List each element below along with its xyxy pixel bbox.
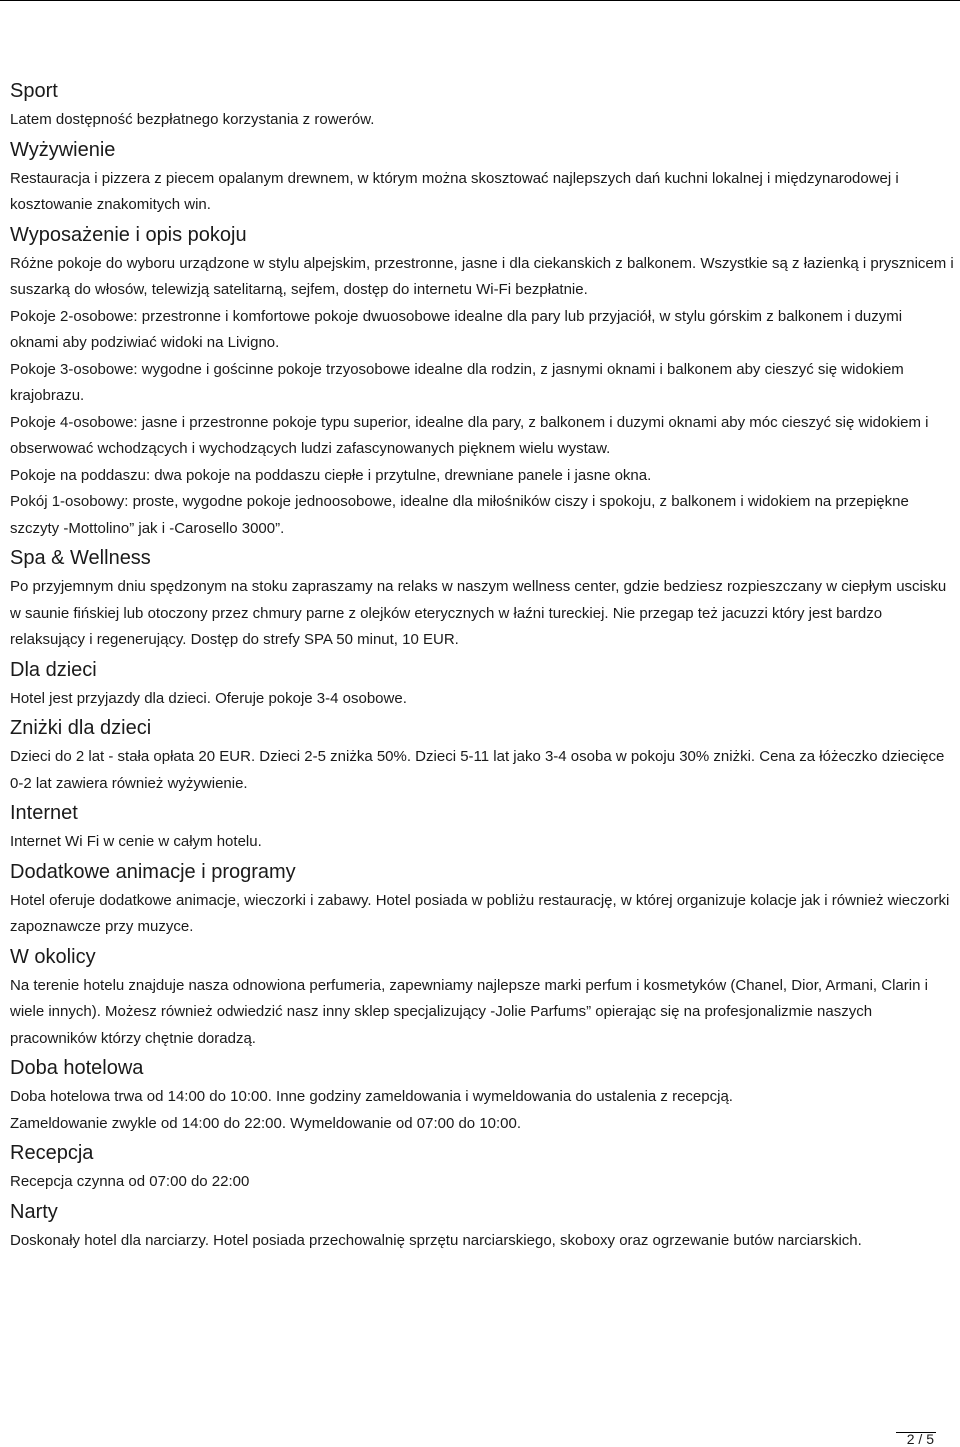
section-animacje: [10, 859, 954, 941]
section-paragraph: Pokoje na poddaszu: dwa pokoje na poddaszu ciepłe i przytulne, drewniane panele i jasne okna.: [10, 466, 652, 484]
section-paragraph: Restauracja i pizzera z piecem opalanym drewnem, w którym można skosztować najlepszych dań kuchni lokalnej i międzynarodowej i kosztowanie znakomitych win.: [10, 169, 899, 213]
section-heading: Sport: [10, 80, 58, 102]
section-paragraph: Latem dostępność bezpłatnego korzystania z rowerów.: [10, 111, 375, 128]
section-paragraph: Pokój 1-osobowy: proste, wygodne pokoje jednoosobowe, idealne dla miłośników ciszy i spokoju, z balkonem i widokiem na przepiękne szczyty -Mottolino” jak i -Carosello 3000”.: [10, 493, 909, 537]
section-heading: W okolicy: [10, 945, 96, 968]
section-heading: Internet: [10, 802, 78, 824]
section-paragraph: Hotel oferuje dodatkowe animacje, wieczorki i zabawy. Hotel posiada w pobliżu restaurację, w której organizuje kolacje jak i również wieczorki zapoznawcze przy muzyce.: [10, 891, 950, 935]
section-w-okolicy: [10, 944, 954, 1053]
section-dla-dzieci: [10, 657, 954, 713]
section-paragraph: Po przyjemnym dniu spędzonym na stoku zapraszamy na relaks w naszym wellness center, gdzie bedziesz rozpieszczany w ciepłym uscisku w saunie fińskiej lub otoczony przez chmury parne z olejków eterycznych w łaźni tureckiej. Nie przegap też jacuzzi który jest bardzo relaksujący i regenerujący. Dostęp do strefy SPA 50 minut, 10 EUR.: [10, 578, 947, 648]
section-heading: Wyżywienie: [10, 138, 116, 161]
section-paragraph: Pokoje 2-osobowe: przestronne i komfortowe pokoje dwuosobowe idealne dla pary lub przyjaciół, w stylu górskim z balkonem i duzymi oknami aby podziwiać widoki na Livigno.: [10, 307, 903, 351]
section-doba-hotelowa: [10, 1055, 954, 1137]
section-recepcja: [10, 1140, 954, 1196]
section-paragraph: Na terenie hotelu znajduje nasza odnowiona perfumeria, zapewniamy najlepsze marki perfum i kosmetyków (Chanel, Dior, Armani, Clarin i wiele innych). Możesz również odwiedzić nasz inny sklep specjalizujący -Jolie Parfums” opierając się na profesjonalizmie naszych pracowników którzy chętnie doradzą.: [10, 976, 928, 1047]
section-heading: Doba hotelowa: [10, 1057, 144, 1079]
top-rule: [0, 0, 960, 1]
section-heading: Recepcja: [10, 1142, 94, 1164]
section-heading: Dodatkowe animacje i programy: [10, 860, 296, 883]
section-paragraph: Doskonały hotel dla narciarzy. Hotel posiada przechowalnię sprzętu narciarskiego, skoboxy oraz ogrzewanie butów narciarskich.: [10, 1231, 862, 1249]
section-wyzywienie: [10, 137, 954, 219]
section-narty: [10, 1199, 954, 1255]
page-number: 2 / 5: [906, 1431, 934, 1447]
page-footer: [0, 1432, 960, 1447]
section-spa-wellness: [10, 545, 954, 654]
section-heading: Wyposażenie i opis pokoju: [10, 223, 247, 246]
section-paragraph: Pokoje 4-osobowe: jasne i przestronne pokoje typu superior, idealne dla pary, z balkonem i duzymi oknami aby móc cieszyć się widokiem i obserwować wchodzących i wychodzących ludzi zafascynowanych pięknem wielu wystaw.: [10, 413, 929, 457]
section-heading: Narty: [10, 1200, 58, 1223]
section-paragraph: Doba hotelowa trwa od 14:00 do 10:00. Inne godziny zameldowania i wymeldowania do ustalenia z recepcją.: [10, 1088, 733, 1105]
section-paragraph: Hotel jest przyjazdy dla dzieci. Oferuje pokoje 3-4 osobowe.: [10, 689, 407, 707]
section-heading: Spa & Wellness: [10, 547, 151, 569]
section-wyposazenie: [10, 222, 954, 543]
section-paragraph: Dzieci do 2 lat - stała opłata 20 EUR. Dzieci 2-5 zniżka 50%. Dzieci 5-11 lat jako 3-4 osoba w pokoju 30% zniżki. Cena za łóżeczko dziecięce 0-2 lat zawiera również wyżywienie.: [10, 748, 945, 792]
section-internet: [10, 800, 954, 856]
section-paragraph: Różne pokoje do wyboru urządzone w stylu alpejskim, przestronne, jasne i dla ciekanskich z balkonem. Wszystkie są z łazienką i prysznicem i suszarką do włosów, telewizją satelitarną, sejfem, dostęp do internetu Wi-Fi bezpłatnie.: [10, 254, 954, 298]
section-heading: Zniżki dla dzieci: [10, 717, 152, 739]
section-paragraph: Internet Wi Fi w cenie w całym hotelu.: [10, 833, 262, 850]
document-body: [10, 78, 954, 1257]
section-paragraph: Pokoje 3-osobowe: wygodne i gościnne pokoje trzyosobowe idealne dla rodzin, z jasnymi oknami i balkonem aby cieszyć się widokiem krajobrazu.: [10, 360, 904, 404]
section-sport: [10, 78, 954, 134]
section-znizki-dla-dzieci: [10, 715, 954, 797]
section-paragraph: Recepcja czynna od 07:00 do 22:00: [10, 1173, 250, 1190]
section-heading: Dla dzieci: [10, 658, 97, 681]
section-paragraph: Zameldowanie zwykle od 14:00 do 22:00. Wymeldowanie od 07:00 do 10:00.: [10, 1114, 522, 1132]
